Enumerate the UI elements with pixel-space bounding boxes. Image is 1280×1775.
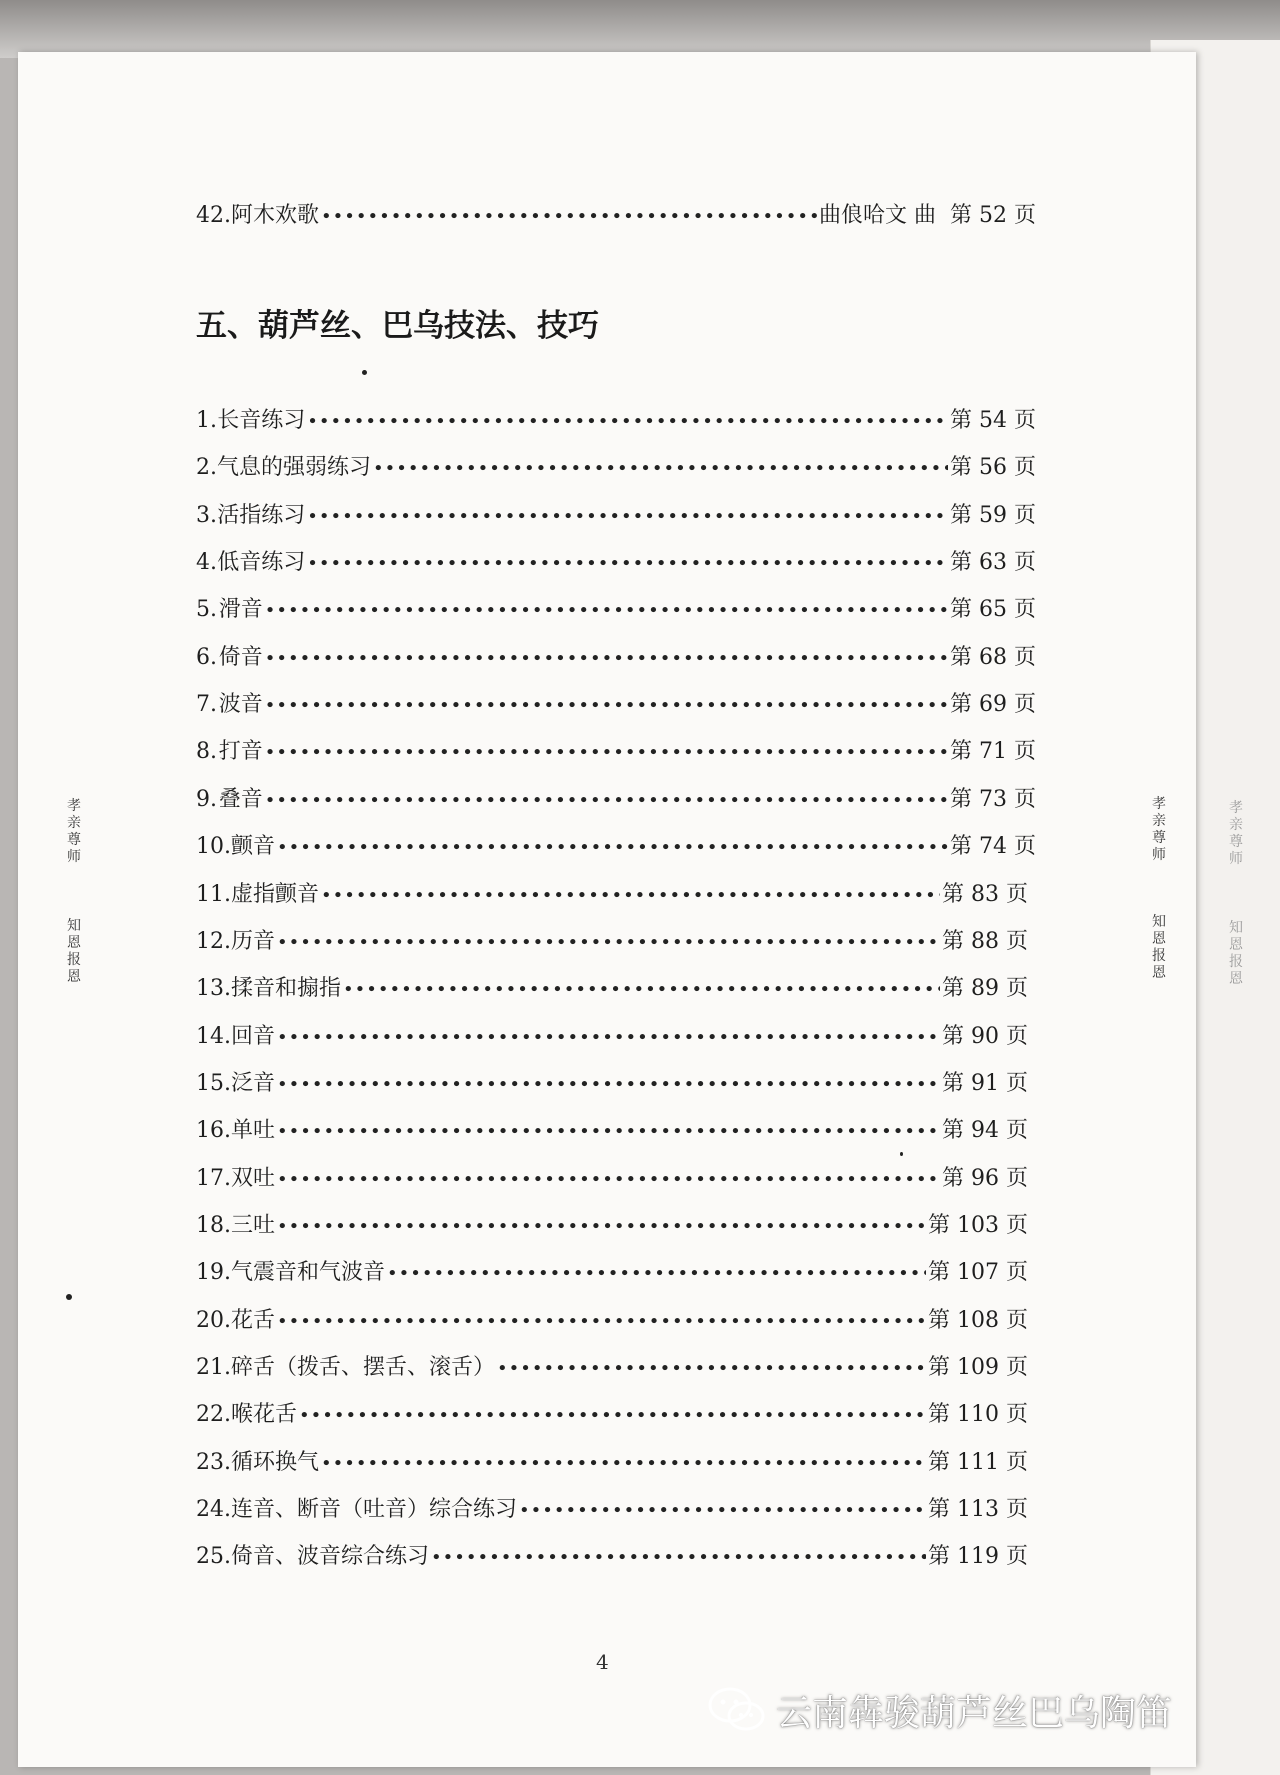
toc-entry-title: 三吐 xyxy=(231,1213,276,1238)
side-mark-left-col2 xyxy=(64,918,84,986)
toc-entry-title: 倚音 xyxy=(218,645,263,670)
toc-entry-title: 阿木欢歌 xyxy=(231,203,320,228)
toc-entry-page: 第 96 页 xyxy=(942,1166,1028,1191)
toc-dot-leader xyxy=(497,1358,926,1379)
toc-entry-page: 第 69 页 xyxy=(950,692,1036,717)
toc-entry-title: 喉花舌 xyxy=(231,1402,298,1427)
toc-entry xyxy=(196,640,1036,672)
toc-entry-number: 12. xyxy=(196,929,231,954)
section-heading: 五、葫芦丝、巴乌技法、技巧 xyxy=(196,308,599,344)
toc-entry-title: 叠音 xyxy=(218,787,263,812)
side-mark-char: 报 xyxy=(67,952,81,968)
toc-entry-number: 7. xyxy=(196,692,217,717)
toc-dot-leader xyxy=(277,1169,940,1190)
scan-top-edge xyxy=(0,0,1280,58)
toc-entry-title: 滑音 xyxy=(218,597,263,622)
toc-dot-leader xyxy=(307,506,948,527)
toc-entry-page: 第 54 页 xyxy=(950,408,1036,433)
toc-entry-number: 21. xyxy=(196,1355,231,1380)
toc-entry xyxy=(196,1208,1028,1240)
toc-entry-page: 第 107 页 xyxy=(928,1260,1028,1285)
side-mark-char: 孝 xyxy=(67,798,81,814)
toc-entry-page: 第 74 页 xyxy=(950,834,1036,859)
toc-dot-leader xyxy=(321,1453,926,1474)
toc-dot-leader xyxy=(343,979,940,1000)
toc-dot-leader xyxy=(299,1405,926,1426)
side-mark-char: 报 xyxy=(1152,948,1166,964)
toc-entry-title: 打音 xyxy=(218,739,263,764)
toc-entry-page: 第 113 页 xyxy=(928,1497,1028,1522)
toc-entry-page: 第 68 页 xyxy=(950,645,1036,670)
toc-entry xyxy=(196,734,1036,766)
toc-entry xyxy=(196,1397,1028,1429)
watermark xyxy=(706,1685,1172,1735)
toc-entry-number: 13. xyxy=(196,976,231,1001)
toc-entry-number: 2. xyxy=(196,455,217,480)
toc-entry-number: 10. xyxy=(196,834,231,859)
toc-entry-title: 气息的强弱练习 xyxy=(217,455,372,480)
toc-entry-page: 第 103 页 xyxy=(928,1213,1028,1238)
toc-entry-number: 6. xyxy=(196,645,217,670)
toc-dot-leader xyxy=(277,1027,940,1048)
toc-entry-number: 14. xyxy=(196,1024,231,1049)
side-mark-char: 孝 xyxy=(1229,800,1243,816)
side-mark-char: 尊 xyxy=(67,832,81,848)
side-mark-char: 知 xyxy=(67,918,81,934)
toc-entry-title: 回音 xyxy=(231,1024,276,1049)
side-mark-char: 恩 xyxy=(1229,937,1243,953)
toc-entry-page: 第 109 页 xyxy=(928,1355,1028,1380)
side-mark-char: 知 xyxy=(1152,914,1166,930)
toc-dot-leader xyxy=(265,790,948,811)
toc-entry-page: 第 111 页 xyxy=(928,1450,1028,1475)
side-mark-char: 亲 xyxy=(1152,813,1166,829)
toc-entry-page: 第 73 页 xyxy=(950,787,1036,812)
toc-entry xyxy=(196,971,1028,1003)
toc-entry xyxy=(196,592,1036,624)
toc-dot-leader xyxy=(277,1121,940,1142)
toc-entry-number: 5. xyxy=(196,597,217,622)
side-mark-far-col2 xyxy=(1226,920,1246,988)
toc-dot-leader xyxy=(265,600,948,621)
wechat-icon xyxy=(706,1685,768,1735)
toc-entry-page: 第 56 页 xyxy=(950,455,1036,480)
toc-entry-title: 气震音和气波音 xyxy=(231,1260,386,1285)
toc-dot-leader xyxy=(307,411,948,432)
toc-entry-title: 揉音和搧指 xyxy=(231,976,342,1001)
toc-entry-page: 第 90 页 xyxy=(942,1024,1028,1049)
toc-dot-leader xyxy=(387,1263,926,1284)
toc-entry-prev xyxy=(196,198,1036,230)
toc-entry-title: 碎舌（拨舌、摆舌、滚舌） xyxy=(231,1355,496,1380)
side-mark-char: 尊 xyxy=(1152,830,1166,846)
toc-entry-composer: 曲俍哈文 曲 xyxy=(819,203,937,228)
toc-entry-page: 第 119 页 xyxy=(928,1544,1028,1569)
watermark-text: 云南犇骏葫芦丝巴乌陶笛 xyxy=(776,1692,1173,1734)
toc-entry-number: 19. xyxy=(196,1260,231,1285)
toc-entry xyxy=(196,877,1028,909)
toc-dot-leader xyxy=(321,885,940,906)
toc-entry-page: 第 71 页 xyxy=(950,739,1036,764)
toc-dot-leader xyxy=(307,553,948,574)
toc-dot-leader xyxy=(277,932,940,953)
toc-dot-leader xyxy=(431,1547,926,1568)
toc-dot-leader xyxy=(265,742,948,763)
toc-entry xyxy=(196,545,1036,577)
toc-dot-leader xyxy=(321,206,817,227)
side-mark-char: 知 xyxy=(1229,920,1243,936)
toc-dot-leader xyxy=(265,695,948,716)
toc-entry-number: 25. xyxy=(196,1544,231,1569)
toc-entry xyxy=(196,1445,1028,1477)
side-mark-char: 报 xyxy=(1229,954,1243,970)
toc-entry xyxy=(196,1019,1028,1051)
toc-entry-number: 42. xyxy=(196,203,231,228)
toc-entry-page: 第 65 页 xyxy=(950,597,1036,622)
toc-entry-title: 活指练习 xyxy=(217,503,306,528)
side-mark-char: 孝 xyxy=(1152,796,1166,812)
side-mark-char: 师 xyxy=(1152,847,1166,863)
side-mark-right-col2 xyxy=(1149,914,1169,982)
toc-entry-title: 倚音、波音综合练习 xyxy=(231,1544,430,1569)
toc-entry-page: 第 108 页 xyxy=(928,1308,1028,1333)
toc-entry-number: 20. xyxy=(196,1308,231,1333)
toc-entry-page: 第 52 页 xyxy=(950,203,1036,228)
toc-entry-title: 虚指颤音 xyxy=(231,882,320,907)
side-mark-char: 亲 xyxy=(67,815,81,831)
toc-entry xyxy=(196,687,1036,719)
toc-entry-number: 15. xyxy=(196,1071,231,1096)
toc-entry xyxy=(196,498,1036,530)
toc-entry xyxy=(196,450,1036,482)
toc-entry-page: 第 59 页 xyxy=(950,503,1036,528)
toc-entry-title: 泛音 xyxy=(231,1071,276,1096)
toc-entry-page: 第 89 页 xyxy=(942,976,1028,1001)
toc-entry-number: 16. xyxy=(196,1118,231,1143)
side-mark-char: 师 xyxy=(67,849,81,865)
toc-dot-leader xyxy=(519,1500,926,1521)
scan-speck xyxy=(66,1294,72,1300)
toc-entry-title: 波音 xyxy=(218,692,263,717)
toc-entry-title: 连音、断音（吐音）综合练习 xyxy=(231,1497,518,1522)
side-mark-char: 恩 xyxy=(1152,965,1166,981)
toc-entry-page: 第 63 页 xyxy=(950,550,1036,575)
toc-entry-page: 第 83 页 xyxy=(942,882,1028,907)
toc-dot-leader xyxy=(277,1216,926,1237)
toc-entry-title: 历音 xyxy=(231,929,276,954)
toc-entry-number: 18. xyxy=(196,1213,231,1238)
toc-entry-number: 4. xyxy=(196,550,217,575)
toc-entry-number: 23. xyxy=(196,1450,231,1475)
toc-entry-number: 9. xyxy=(196,787,217,812)
side-mark-char: 尊 xyxy=(1229,834,1243,850)
toc-entry-number: 8. xyxy=(196,739,217,764)
toc-entry xyxy=(196,1066,1028,1098)
toc-entry-number: 17. xyxy=(196,1166,231,1191)
toc-entry xyxy=(196,1113,1028,1145)
toc-entry-title: 单吐 xyxy=(231,1118,276,1143)
toc-entry-number: 24. xyxy=(196,1497,231,1522)
toc-entry-page: 第 94 页 xyxy=(942,1118,1028,1143)
side-mark-right-col1 xyxy=(1149,796,1169,864)
toc-entry xyxy=(196,1303,1028,1335)
scan-speck xyxy=(900,1152,903,1156)
toc-entry-title: 双吐 xyxy=(231,1166,276,1191)
side-mark-char: 恩 xyxy=(1229,971,1243,987)
side-mark-char: 恩 xyxy=(1152,931,1166,947)
toc-dot-leader xyxy=(277,1074,940,1095)
toc-entry xyxy=(196,403,1036,435)
toc-dot-leader xyxy=(277,837,948,858)
scan-speck xyxy=(362,370,367,375)
toc-entry-page: 第 91 页 xyxy=(942,1071,1028,1096)
toc-entry-title: 长音练习 xyxy=(217,408,306,433)
toc-entry xyxy=(196,924,1028,956)
toc-entry xyxy=(196,782,1036,814)
side-mark-char: 亲 xyxy=(1229,817,1243,833)
toc-entry xyxy=(196,1350,1028,1382)
side-mark-char: 师 xyxy=(1229,851,1243,867)
side-mark-far-col1 xyxy=(1226,800,1246,868)
toc-entry-number: 1. xyxy=(196,408,217,433)
toc-entry-number: 22. xyxy=(196,1402,231,1427)
page-number: 4 xyxy=(596,1650,609,1674)
toc-entry xyxy=(196,1492,1028,1524)
toc-entry-number: 11. xyxy=(196,882,231,907)
side-mark-left-col1 xyxy=(64,798,84,866)
toc-entry-page: 第 88 页 xyxy=(942,929,1028,954)
toc-entry-title: 花舌 xyxy=(231,1308,276,1333)
toc-entry-title: 低音练习 xyxy=(217,550,306,575)
toc-entry-number: 3. xyxy=(196,503,217,528)
toc-entry xyxy=(196,829,1036,861)
toc-entry-title: 颤音 xyxy=(231,834,276,859)
toc-dot-leader xyxy=(277,1311,926,1332)
toc-entry xyxy=(196,1161,1028,1193)
toc-entry xyxy=(196,1255,1028,1287)
side-mark-char: 恩 xyxy=(67,969,81,985)
toc-entry xyxy=(196,1539,1028,1571)
toc-dot-leader xyxy=(373,458,948,479)
toc-entry-title: 循环换气 xyxy=(231,1450,320,1475)
toc-dot-leader xyxy=(265,648,948,669)
side-mark-char: 恩 xyxy=(67,935,81,951)
toc-entry-page: 第 110 页 xyxy=(928,1402,1028,1427)
